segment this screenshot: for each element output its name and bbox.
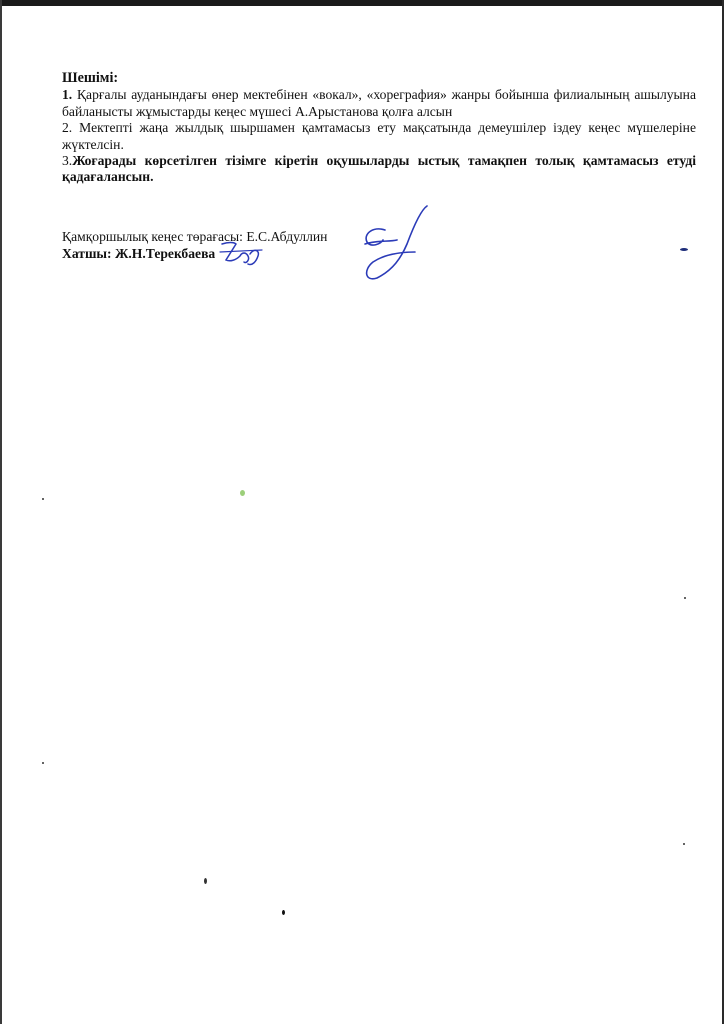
item-text: Қарғалы ауданындағы өнер мектебінен «вокал», «хореграфия» жанры бойынша филиалының ашылуына байланысты жұмыстарды кеңес мүшесі А.Арыстанова қолға алсын bbox=[62, 87, 696, 119]
decision-item-3 bbox=[62, 153, 696, 186]
chairman-line: Қамқоршылық кеңес төрағасы: Е.С.Абдуллин bbox=[62, 229, 328, 244]
decision-item-2 bbox=[62, 120, 696, 153]
scan-speck bbox=[680, 248, 688, 251]
scan-speck bbox=[42, 762, 44, 764]
signature-block bbox=[62, 229, 327, 262]
scan-speck bbox=[240, 490, 245, 496]
decision-section bbox=[62, 70, 696, 186]
scan-speck bbox=[282, 910, 285, 915]
item-number: 1. bbox=[62, 87, 73, 103]
scan-top-edge bbox=[0, 0, 724, 6]
secretary-line: Хатшы: Ж.Н.Терекбаева bbox=[62, 245, 216, 261]
decision-item-1 bbox=[62, 87, 696, 120]
scan-speck bbox=[683, 843, 685, 845]
scan-speck bbox=[42, 498, 44, 500]
scan-left-edge bbox=[0, 0, 2, 1024]
chairman-signature-icon bbox=[355, 200, 435, 284]
item-text: Мектепті жаңа жылдық шыршамен қамтамасыз ету мақсатында демеушілер іздеу кеңес мүшелеріне жүктелсін. bbox=[62, 120, 696, 152]
scan-speck bbox=[204, 878, 207, 884]
decision-heading: Шешімі: bbox=[62, 70, 119, 86]
item-number: 3. bbox=[62, 153, 73, 169]
item-number: 2. bbox=[62, 120, 73, 136]
secretary-signature-icon bbox=[218, 238, 266, 268]
item-text: Жоғарады көрсетілген тізімге кіретін оқушыларды ыстық тамақпен толық қамтамасыз етуді қадағалансын. bbox=[62, 153, 696, 185]
scan-speck bbox=[684, 597, 686, 599]
